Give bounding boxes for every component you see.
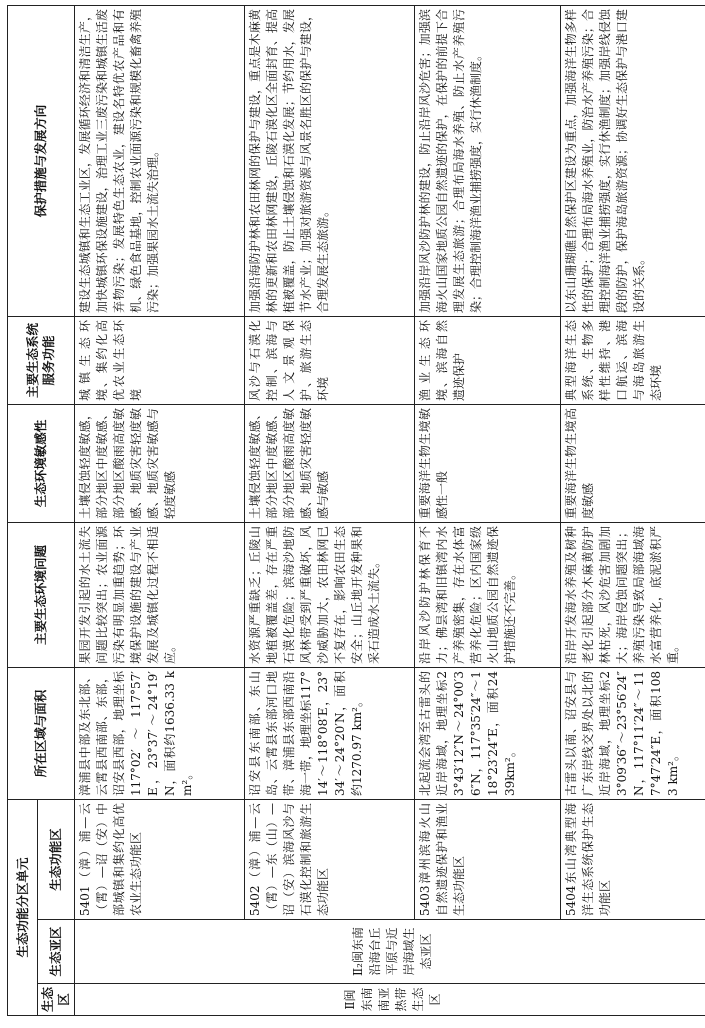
- location-cell: 漳浦县中部及东北部、云霄县西南部、东部，诏安县西部，地理坐标117°02′～117°57′E，23°37′～24°19′N，面积约1636.33 km²。: [75, 668, 245, 800]
- location-cell: 北起流会湾至古雷头的近岸海域，地理坐标23°43′12″N～24°00′36″N，117°35′24″～118°23′24″E，面积2439km²。: [415, 668, 561, 800]
- services-cell: 风沙与石漠化控制、滨海与人文景观保护、旅游生态环境: [245, 317, 415, 405]
- location-cell: 古雷头以南、诏安县与广东岸线交界处以北的近岸海域，地理坐标23°09′36″～23°56′24″N，117°11′24″～117°47′24″E，面积1083 km²。: [561, 668, 705, 800]
- problems-cell: 果园开发引起的水土流失问题比较突出；农业面源污染有明显加重趋势；环境保护设施的建设与产业发展及城镇化过程不相适应。: [75, 523, 245, 668]
- sensitivity-cell: 土壤侵蚀轻度敏感、部分地区中度敏感、部分地区酸雨高度敏感、地质灾害轻度敏感与敏感: [245, 405, 415, 523]
- header-region: 生态区: [38, 984, 75, 1016]
- services-cell: 渔业生态环境、滨海自然遗迹保护: [415, 317, 561, 405]
- header-location: 所在区域与面积: [8, 668, 75, 800]
- sensitivity-cell: 重要海洋生物生境敏感性一般: [415, 405, 561, 523]
- region-cell: Ⅱ闽东南南亚热带生态区: [75, 984, 705, 1016]
- problems-cell: 水资源严重缺乏；丘陵山地植被覆盖差，存在严重石漠化危险；滨海沙地防风林带受到严重破坏，风沙威胁加大，农田林网已不复存在，影响农田生态安全；山丘地开发种果和采石造成水土流失。: [245, 523, 415, 668]
- measures-cell: 以东山珊瑚礁自然保护区建设为重点，加强海洋生物多样性的保护；合理布局海水养殖业，防治水产养殖污染；合理控制海洋渔业捕捞强度，实行休渔制度；加强岸线侵蚀段的防护，保护海岛旅游资源；协调好生态保护与港口建设的关系。: [561, 6, 705, 317]
- sensitivity-cell: 重要海洋生物生境高度敏感: [561, 405, 705, 523]
- header-zone: 生态功能区: [38, 800, 75, 920]
- table-row: [245, 6, 415, 1016]
- zone-cell: 5402（漳）浦—云（霄）—东（山）—诏（安）滨海风沙与石漠化控制和旅游生态功能区: [245, 800, 415, 920]
- services-cell: 典型海洋生态系统、生物多样性维持、港口航运、滨海与海岛旅游生态环境: [561, 317, 705, 405]
- problems-cell: 沿岸开发海水养殖及树种老化引起部分木麻黄防护林枯死，风沙危害加剧加大；海岸侵蚀问题突出；养殖污染导致局部海域海水富营养化，底泥淤积严重。: [561, 523, 705, 668]
- header-services: 主要生态系统服务功能: [8, 317, 75, 405]
- problems-cell: 沿岸风沙防护林保育不力；佛昙湾和旧镇湾内水产养殖密集，存在水体富营养化危险；区内国家级火山地质公园自然遗迹保护措施还不完善。: [415, 523, 561, 668]
- services-cell: 城镇生态环境、集约化高优农业生态环境: [75, 317, 245, 405]
- table-row: [561, 6, 705, 1016]
- header-measures: 保护措施与发展方向: [8, 6, 75, 317]
- ecological-zoning-table: [7, 5, 705, 1016]
- header-unit: 生态功能分区单元: [8, 800, 38, 1016]
- measures-cell: 建设生态城镇和生态工业区，发展循环经济和清洁生产，加快城镇环保设施建设，治理工业三废污染和城镇生活废弃物污染；发展特色生态农业，建设名特优农产品和有机、绿色食品基地，控制农业面源污染和规模化畜禽养殖污染；加强果园水土流失治理。: [75, 6, 245, 317]
- zone-cell: 5401（漳）浦—云（霄）—诏（安）中部城镇和集约化高优农业生态功能区: [75, 800, 245, 920]
- zone-cell: 5403漳州滨海火山自然遗迹保护和渔业生态功能区: [415, 800, 561, 920]
- header-subregion: 生态亚区: [38, 920, 75, 984]
- location-cell: 诏安县东南部、东山岛、云霄县东部河口地带、漳浦县东部西南沿海一带，地理坐标117°14′～118°08′E，23°34′～24°20′N，面积约1270.97 km²。: [245, 668, 415, 800]
- sensitivity-cell: 土壤侵蚀轻度敏感，部分地区中度敏感、部分地区酸雨高度敏感、地质灾害轻度敏感、地质灾害敏感与轻度敏感: [75, 405, 245, 523]
- measures-cell: 加强沿海防护林和农田林网的保护与建设，重点是木麻黄林的更新和农田林网建设，丘陵石漠化区全面封育、提高植被覆盖，防止土壤侵蚀和石漠化发展；节约用水，发展节水产业；加强对旅游资源与风景名胜区的保护与建设，合理发展生态旅游。: [245, 6, 415, 317]
- subregion-cell: Ⅱ₂闽东南沿海台丘平原与近岸海域生态亚区: [75, 920, 705, 984]
- header-sensitivity: 生态环境敏感性: [8, 405, 75, 523]
- table-row: [415, 6, 561, 1016]
- header-problems: 主要生态环境问题: [8, 523, 75, 668]
- zone-cell: 5404东山湾典型海洋生态系统保护生态功能区: [561, 800, 705, 920]
- rotated-table-page: [7, 6, 701, 1016]
- table-row: [75, 6, 245, 1016]
- measures-cell: 加强沿岸风沙防护林的建设，防止沿岸风沙危害；加强滨海火山国家地质公园自然遗迹的保护，在保护的前提下合理发展生态旅游；合理布局海水养殖、防止水产养殖污染；合理控制海洋渔业捕捞强度，实行休渔制度。: [415, 6, 561, 317]
